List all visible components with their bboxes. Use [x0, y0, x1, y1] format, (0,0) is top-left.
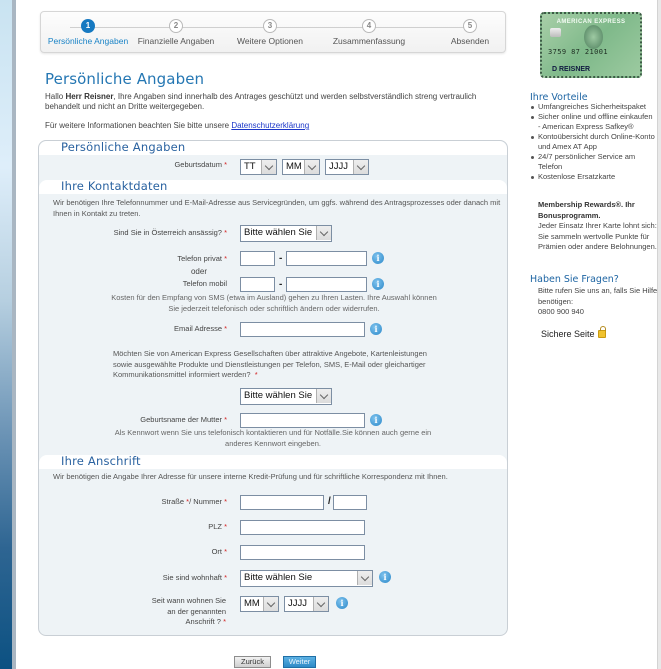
- phone-private-number-input[interactable]: [286, 251, 367, 266]
- step-label: Persönliche Angaben: [47, 36, 129, 46]
- step-submit: [445, 19, 495, 46]
- mother-maiden-name-label: Geburtsname der Mutter *: [140, 415, 227, 424]
- slash: /: [328, 496, 331, 507]
- next-button[interactable]: Weiter: [283, 656, 316, 668]
- residence-since-label: Seit wann wohnen Sie an der genannten Anschrift ? *: [151, 596, 226, 626]
- chevron-down-icon: [316, 226, 331, 240]
- section-header-address: [39, 455, 507, 469]
- house-number-input[interactable]: [333, 495, 367, 510]
- privacy-text: Für weitere Informationen beachten Sie bitte unsere: [45, 121, 232, 130]
- section-title: Persönliche Angaben: [61, 140, 186, 154]
- zip-input[interactable]: [240, 520, 365, 535]
- privacy-link[interactable]: Datenschutzerklärung: [231, 121, 310, 130]
- step-personal: [46, 19, 130, 46]
- rewards-block: [538, 200, 658, 253]
- intro-text: [45, 92, 505, 112]
- street-input[interactable]: [240, 495, 324, 510]
- chevron-down-icon: [353, 160, 368, 174]
- card-brand: AMERICAN EXPRESS: [556, 19, 626, 25]
- left-strip-border: [12, 0, 16, 669]
- intro-rest: , Ihre Angaben sind innerhalb des Antrages geschützt und werden selbstverständlich streng vertraulich behandelt und nicht an Dritte weitergegeben.: [45, 92, 477, 111]
- select-value: JJJJ: [288, 598, 307, 609]
- select-value: TT: [244, 161, 256, 172]
- application-form: [38, 140, 508, 636]
- secure-page-badge: [541, 329, 606, 339]
- left-decorative-strip: [0, 0, 12, 669]
- step-options: [234, 19, 306, 46]
- benefit-item: Sicher online und offline einkaufen - American Express Safkey®: [530, 112, 655, 132]
- step-summary: [329, 19, 409, 46]
- step-number: 4: [362, 19, 376, 33]
- dash: -: [279, 279, 283, 290]
- card-holder: D REISNER: [552, 66, 591, 73]
- step-label: Weitere Optionen: [237, 36, 303, 46]
- section-title: Ihre Anschrift: [61, 454, 141, 468]
- step-financial: [136, 19, 216, 46]
- questions-block: [538, 286, 658, 318]
- credit-card-image: [540, 12, 642, 78]
- step-label: Absenden: [450, 36, 490, 46]
- birthdate-label: Geburtsdatum *: [174, 160, 227, 169]
- benefit-item: 24/7 persönlicher Service am Telefon: [530, 152, 655, 172]
- info-icon[interactable]: i: [379, 571, 391, 583]
- section-header-personal: [39, 141, 507, 155]
- or-label: oder: [190, 267, 207, 276]
- chevron-down-icon: [263, 597, 278, 611]
- lock-icon: [598, 330, 606, 338]
- select-value: Bitte wählen Sie: [244, 572, 313, 583]
- phone-mobile-label: Telefon mobil: [182, 279, 227, 288]
- city-label: Ort *: [211, 547, 227, 556]
- secure-label: Sichere Seite: [541, 329, 595, 339]
- benefit-item: Kostenlose Ersatzkarte: [530, 172, 655, 182]
- password-note: Als Kennwort wenn Sie uns telefonisch kontaktieren und für Notfälle.Sie können auch gerne ein anderes Kennwort eingeben.: [114, 428, 432, 448]
- step-number: 1: [81, 19, 95, 33]
- city-input[interactable]: [240, 545, 365, 560]
- select-value: JJJJ: [329, 161, 348, 172]
- hotline-phone: 0800 900 940: [538, 307, 584, 316]
- phone-private-label: Telefon privat *: [177, 254, 227, 263]
- intro-greeting: Hallo: [45, 92, 66, 101]
- select-value: Bitte wählen Sie: [244, 390, 313, 401]
- rewards-text: Jeder Einsatz Ihrer Karte lohnt sich: Sie sammeln wertvolle Punkte für Prämien oder andere Belohnungen.: [538, 221, 657, 251]
- step-label: Finanzielle Angaben: [137, 36, 215, 46]
- birth-month-select[interactable]: [282, 159, 320, 175]
- section-header-contact: [39, 180, 507, 194]
- phone-private-prefix-input[interactable]: [240, 251, 275, 266]
- card-number: 3759 87 21001: [548, 48, 608, 56]
- dash: -: [279, 253, 283, 264]
- chevron-down-icon: [304, 160, 319, 174]
- questions-text: Bitte rufen Sie uns an, falls Sie Hilfe benötigen:: [538, 286, 658, 306]
- card-chip-icon: [550, 28, 561, 37]
- benefits-title: Ihre Vorteile: [530, 92, 588, 103]
- page-title: Persönliche Angaben: [45, 70, 205, 88]
- phone-mobile-prefix-input[interactable]: [240, 277, 275, 292]
- info-icon[interactable]: i: [372, 252, 384, 264]
- marketing-consent-select[interactable]: [240, 388, 332, 405]
- select-value: Bitte wählen Sie: [244, 227, 313, 238]
- residence-type-label: Sie sind wohnhaft *: [162, 573, 227, 582]
- email-label: Email Adresse *: [174, 324, 227, 333]
- rewards-title: Membership Rewards®. Ihr Bonusprogramm.: [538, 200, 635, 220]
- residence-since-month-select[interactable]: [240, 596, 279, 612]
- section-title: Ihre Kontaktdaten: [61, 179, 168, 193]
- marketing-question: Möchten Sie von American Express Gesellschaften über attraktive Angebote, Kartenleistungen sowie ausgewählte Produkte und Dienstleistungen per Telefon, SMS, E-Mail oder gleichartiger Kommunikationsmittel informiert werden? *: [113, 349, 427, 379]
- contact-note: Wir benötigen Ihre Telefonnummer und E-Mail-Adresse aus Servicegründen, um ggfs. während des Antragsprozesses oder danach mit Ihnen in Kontakt zu treten.: [53, 198, 501, 218]
- phone-mobile-number-input[interactable]: [286, 277, 367, 292]
- step-number: 5: [463, 19, 477, 33]
- chevron-down-icon: [261, 160, 276, 174]
- residence-since-year-select[interactable]: [284, 596, 329, 612]
- privacy-line: [45, 121, 309, 130]
- benefit-item: Umfangreiches Sicherheitspaket: [530, 102, 655, 112]
- info-icon[interactable]: i: [372, 278, 384, 290]
- select-value: MM: [286, 161, 302, 172]
- info-icon[interactable]: i: [370, 414, 382, 426]
- benefit-item: Kontoübersicht durch Online-Konto und Amex AT App: [530, 132, 655, 152]
- step-label: Zusammenfassung: [332, 36, 406, 46]
- right-page-border: [657, 0, 661, 669]
- intro-customer-name: Herr Reisner: [65, 92, 114, 101]
- email-input[interactable]: [240, 322, 365, 337]
- benefits-list: [530, 102, 655, 182]
- chevron-down-icon: [313, 597, 328, 611]
- address-note: Wir benötigen die Angabe Ihrer Adresse für unsere interne Kredit-Prüfung und für schriftliche Korrespondenz mit Ihnen.: [53, 472, 448, 481]
- birth-year-select[interactable]: [325, 159, 369, 175]
- mother-maiden-name-input[interactable]: [240, 413, 365, 428]
- info-icon[interactable]: i: [336, 597, 348, 609]
- chevron-down-icon: [357, 571, 372, 585]
- step-number: 3: [263, 19, 277, 33]
- resident-select[interactable]: [240, 225, 332, 242]
- zip-label: PLZ *: [208, 522, 227, 531]
- street-number-label: Straße */ Nummer *: [161, 497, 227, 506]
- info-icon[interactable]: i: [370, 323, 382, 335]
- birth-day-select[interactable]: [240, 159, 277, 175]
- centurion-portrait-icon: [584, 25, 603, 49]
- back-button[interactable]: Zurück: [234, 656, 271, 668]
- chevron-down-icon: [316, 389, 331, 403]
- resident-label: Sind Sie in Österreich ansässig? *: [113, 228, 227, 237]
- progress-stepper: [40, 11, 506, 53]
- residence-type-select[interactable]: [240, 570, 373, 587]
- step-number: 2: [169, 19, 183, 33]
- questions-title: Haben Sie Fragen?: [530, 274, 619, 285]
- select-value: MM: [244, 598, 260, 609]
- sms-cost-note: Kosten für den Empfang von SMS (etwa im Ausland) gehen zu Ihren Lasten. Ihre Auswahl können Sie jederzeit telefonisch oder schriftlich ändern oder widerrufen.: [111, 293, 437, 313]
